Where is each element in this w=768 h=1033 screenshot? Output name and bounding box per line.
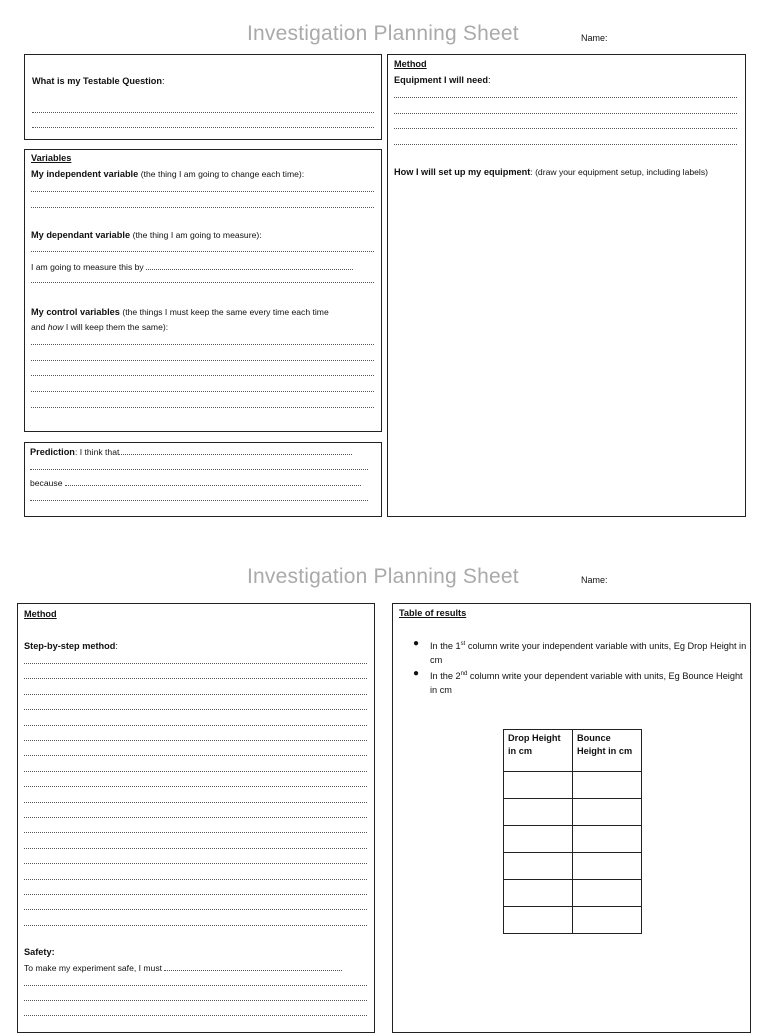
answer-line[interactable] <box>24 848 367 849</box>
answer-line[interactable] <box>31 191 374 192</box>
sheet-title: Investigation Planning Sheet <box>247 22 519 45</box>
answer-line[interactable] <box>24 894 367 895</box>
variables-heading: Variables <box>31 153 72 163</box>
answer-line[interactable] <box>24 709 367 710</box>
answer-line[interactable] <box>164 962 342 971</box>
prediction-box <box>24 442 382 517</box>
results-table <box>503 729 642 934</box>
answer-line[interactable] <box>31 407 374 408</box>
table-row <box>504 799 642 826</box>
answer-line[interactable] <box>24 771 367 772</box>
answer-line[interactable] <box>394 128 737 129</box>
answer-line[interactable] <box>24 863 367 864</box>
sheet-title: Investigation Planning Sheet <box>247 565 519 588</box>
bullet-icon: ● <box>413 668 420 679</box>
name-label: Name: <box>581 33 608 43</box>
answer-line[interactable] <box>32 112 374 113</box>
method-heading: Method <box>24 609 57 619</box>
results-box: Table of results ● In the 1st column write your independent variable with units, Eg Drop Height in cm ● In the 2nd column write your dependent variable with units, Eg Bounce Height in cm Drop Height in cm Bounce Height in cm <box>392 603 751 1033</box>
safety-prompt: To make my experiment safe, I must <box>24 962 342 974</box>
method-heading: Method <box>394 59 427 69</box>
table-cell[interactable] <box>504 853 573 880</box>
bullet-icon: ● <box>413 638 420 649</box>
column-header-dependent: Bounce Height in cm <box>573 730 642 772</box>
planning-sheet-page-1 <box>0 0 768 512</box>
answer-line[interactable] <box>24 786 367 787</box>
testable-question-box <box>24 54 382 140</box>
equipment-heading: Equipment I will need: <box>394 75 491 85</box>
table-cell[interactable] <box>504 880 573 907</box>
table-cell[interactable] <box>504 826 573 853</box>
answer-line[interactable] <box>24 755 367 756</box>
table-cell[interactable] <box>573 907 642 934</box>
prediction-prompt: Prediction: I think that <box>30 446 352 458</box>
answer-line[interactable] <box>30 500 368 501</box>
planning-sheet-page-2 <box>0 540 768 1024</box>
table-row <box>504 772 642 799</box>
setup-prompt: How I will set up my equipment: (draw your equipment setup, including labels) <box>394 167 708 177</box>
measure-prompt: I am going to measure this by <box>31 261 353 273</box>
answer-line[interactable] <box>24 817 367 818</box>
answer-line[interactable] <box>24 909 367 910</box>
control-variables-prompt: My control variables (the things I must keep the same every time each time <box>31 307 329 317</box>
safety-heading: Safety: <box>24 947 55 957</box>
table-row <box>504 853 642 880</box>
table-cell[interactable] <box>573 853 642 880</box>
answer-line[interactable] <box>146 261 353 270</box>
control-variables-prompt-line2: and how I will keep them the same): <box>31 322 169 332</box>
table-cell[interactable] <box>573 880 642 907</box>
answer-line[interactable] <box>119 446 352 455</box>
drawing-area[interactable] <box>394 185 737 505</box>
table-row <box>504 907 642 934</box>
answer-line[interactable] <box>394 97 737 98</box>
method-box <box>387 54 746 517</box>
answer-line[interactable] <box>24 725 367 726</box>
name-label: Name: <box>581 575 608 585</box>
independent-variable-prompt: My independent variable (the thing I am going to change each time): <box>31 169 305 179</box>
answer-line[interactable] <box>24 678 367 679</box>
results-heading: Table of results <box>399 608 467 618</box>
answer-line[interactable] <box>31 207 374 208</box>
table-row <box>504 880 642 907</box>
column-header-independent: Drop Height in cm <box>504 730 573 772</box>
answer-line[interactable] <box>394 113 737 114</box>
answer-line[interactable] <box>24 925 367 926</box>
dependant-variable-prompt: My dependant variable (the thing I am going to measure): <box>31 230 262 240</box>
results-table-body <box>504 772 642 934</box>
steps-heading: Step-by-step method: <box>24 641 118 651</box>
answer-line[interactable] <box>65 477 361 486</box>
answer-line[interactable] <box>31 360 374 361</box>
answer-line[interactable] <box>24 663 367 664</box>
variables-box <box>24 149 382 432</box>
answer-line[interactable] <box>24 879 367 880</box>
answer-line[interactable] <box>31 251 374 252</box>
answer-line[interactable] <box>24 1000 367 1001</box>
answer-line[interactable] <box>31 282 374 283</box>
table-row <box>504 826 642 853</box>
answer-line[interactable] <box>24 832 367 833</box>
table-cell[interactable] <box>504 907 573 934</box>
testable-question-heading: What is my Testable Question: <box>32 76 165 86</box>
answer-line[interactable] <box>24 740 367 741</box>
because-prompt: because <box>30 477 361 489</box>
answer-line[interactable] <box>24 694 367 695</box>
table-cell[interactable] <box>573 826 642 853</box>
answer-line[interactable] <box>24 1015 367 1016</box>
answer-line[interactable] <box>31 375 374 376</box>
answer-line[interactable] <box>30 469 368 470</box>
answer-line[interactable] <box>394 144 737 145</box>
table-header-row <box>504 730 642 772</box>
step-method-box <box>17 603 375 1033</box>
table-cell[interactable] <box>504 799 573 826</box>
table-cell[interactable] <box>573 799 642 826</box>
answer-line[interactable] <box>24 985 367 986</box>
answer-line[interactable] <box>31 344 374 345</box>
table-cell[interactable] <box>504 772 573 799</box>
answer-line[interactable] <box>31 391 374 392</box>
table-cell[interactable] <box>573 772 642 799</box>
answer-line[interactable] <box>24 802 367 803</box>
answer-line[interactable] <box>32 127 374 128</box>
